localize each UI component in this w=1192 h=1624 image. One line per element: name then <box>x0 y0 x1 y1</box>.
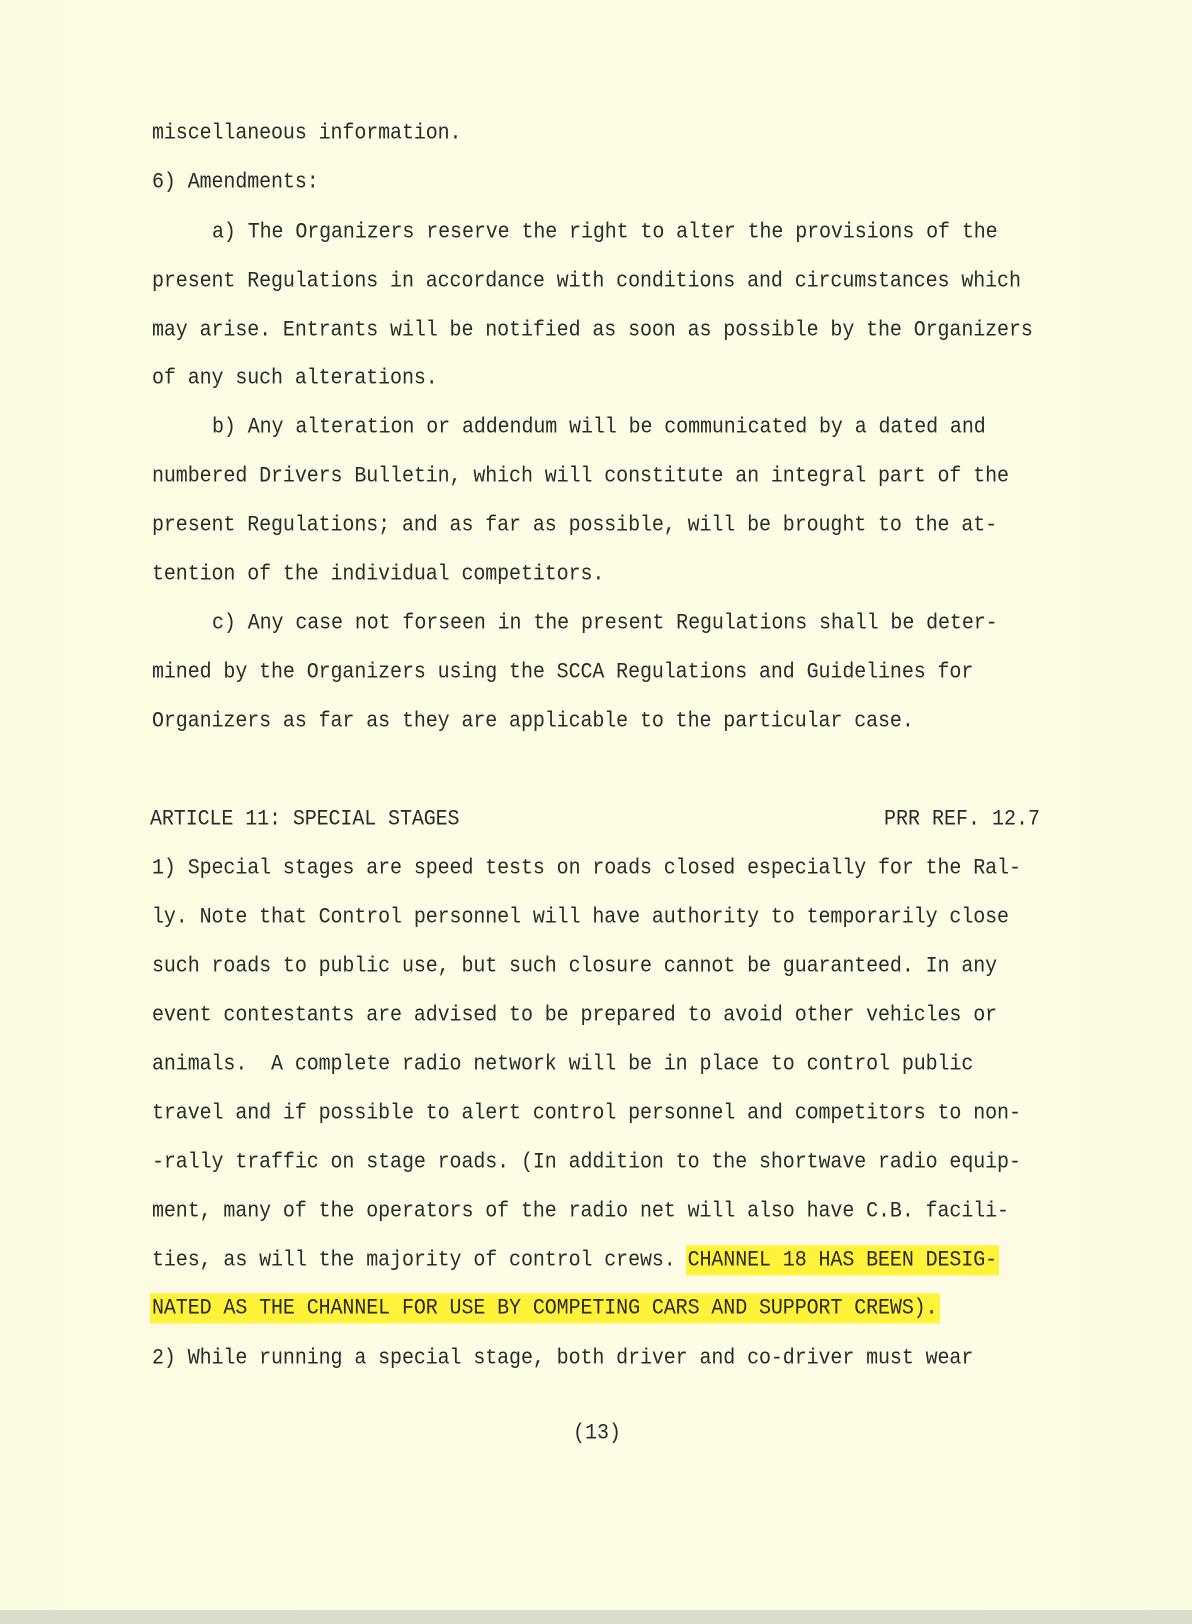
text-line: such roads to public use, but such closure cannot be guaranteed. In any <box>152 953 998 980</box>
text-line: -rally traffic on stage roads. (In addition to the shortwave radio equip- <box>152 1149 1021 1176</box>
paragraph-c: c) Any case not forseen in the present Regulations shall be deter- <box>212 610 998 637</box>
highlighted-text: NATED AS THE CHANNEL FOR USE BY COMPETING CARS AND SUPPORT CREWS). <box>152 1295 938 1322</box>
paragraph-a: a) The Organizers reserve the right to alter the provisions of the <box>212 219 998 246</box>
text-line: tention of the individual competitors. <box>152 561 605 588</box>
text-line: may arise. Entrants will be notified as soon as possible by the Organizers <box>152 317 1033 344</box>
text-line: ly. Note that Control personnel will have authority to temporarily close <box>152 904 1009 931</box>
text-line: 1) Special stages are speed tests on roads closed especially for the Ral- <box>152 855 1021 882</box>
text-line: event contestants are advised to be prepared to avoid other vehicles or <box>152 1002 998 1029</box>
page-number: (13) <box>573 1420 622 1447</box>
text-line: present Regulations in accordance with conditions and circumstances which <box>152 268 1021 295</box>
highlighted-text: CHANNEL 18 HAS BEEN DESIG- <box>687 1247 998 1274</box>
section-heading-amendments: 6) Amendments: <box>152 169 319 196</box>
article-heading: ARTICLE 11: SPECIAL STAGES <box>150 806 460 833</box>
text-line: miscellaneous information. <box>152 120 462 147</box>
paragraph-b: b) Any alteration or addendum will be communicated by a dated and <box>212 414 986 441</box>
text-line: 2) While running a special stage, both driver and co-driver must wear <box>152 1345 974 1372</box>
text-line: Organizers as far as they are applicable to the particular case. <box>152 708 914 735</box>
text-line <box>152 1246 997 1275</box>
scan-edge <box>0 1610 1192 1624</box>
text-line: present Regulations; and as far as possible, will be brought to the at- <box>152 512 998 539</box>
text-line: mined by the Organizers using the SCCA Regulations and Guidelines for <box>152 659 974 686</box>
text-segment: ties, as will the majority of control crews. <box>152 1247 688 1274</box>
text-line: numbered Drivers Bulletin, which will constitute an integral part of the <box>152 463 1009 490</box>
article-reference: PRR REF. 12.7 <box>883 806 1040 833</box>
text-line: travel and if possible to alert control personnel and competitors to non- <box>152 1100 1021 1127</box>
text-line <box>152 1294 938 1323</box>
text-line: ment, many of the operators of the radio net will also have C.B. facili- <box>152 1198 1009 1225</box>
text-line: of any such alterations. <box>152 365 438 392</box>
text-line: animals. A complete radio network will be in place to control public <box>152 1051 974 1078</box>
